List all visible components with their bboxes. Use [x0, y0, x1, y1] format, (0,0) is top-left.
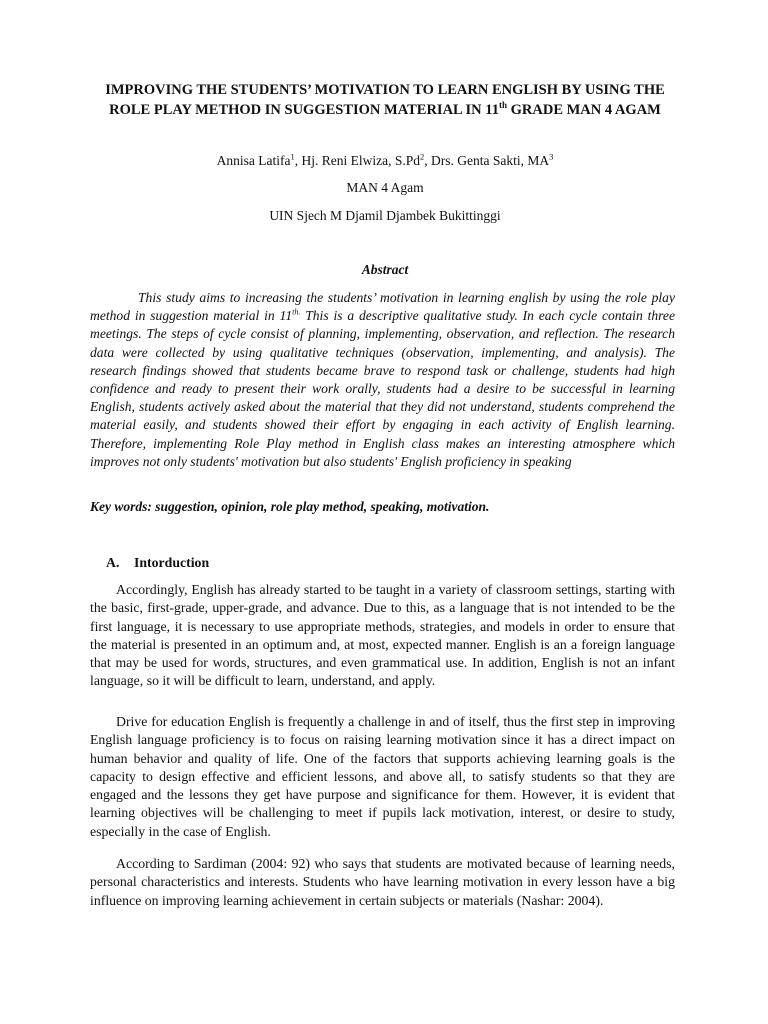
author-affiliation-mark: 3	[549, 151, 554, 162]
title-tail-text: GRADE MAN 4 AGAM	[507, 102, 661, 118]
author-separator: ,	[294, 153, 302, 168]
body-paragraph: Drive for education English is frequently a challenge in and of itself, thus the first step in improving English language proficiency is to focus on raising learning motivation since it has a direct impact on human behavior and quality of life. One of the factors that supports achieving learning goals is the capacity to design effective and efficient lessons, and above all, to satisfy students so that they are engaged and the lessons they get have purpose and significance for them. However, it is evident that learning objectives will be challenging to meet if pupils lack motivation, interest, or desire to study, especially in the case of English.	[90, 714, 675, 839]
title-superscript: th	[498, 100, 507, 111]
body-paragraph: Accordingly, English has already started to be taught in a variety of classroom settings, starting with the basic, first-grade, upper-grade, and advance. Due to this, as a language that is not intended to be the first language, it is necessary to use appropriate methods, strategies, and models in order to ensure that the material is presented in an optimum and, at most, expected manner. English is an a foreign language that may be used for words, structures, and even grammatical use. In addition, English is not an infant language, so it will be difficult to learn, understand, and apply.	[90, 582, 675, 689]
title-main-text: IMPROVING THE STUDENTS’ MOTIVATION TO LEARN ENGLISH BY USING THE ROLE PLAY METHOD IN SUGGESTION MATERIAL IN 11	[105, 82, 665, 118]
abstract-text: This study aims to increasing the students’ motivation in learning english by using the role play method in suggestion material in 11	[90, 290, 675, 324]
keywords-line: Key words: suggestion, opinion, role play method, speaking, motivation.	[90, 499, 490, 514]
abstract-text-continued: This is a descriptive qualitative study. In each cycle contain three meetings. The steps of cycle consist of planning, implementing, observation, and reflection. The research data were collected by using qualitative techniques (observation, implementing, and analysis). The research findings showed that students became brave to respond task or challenge, students had high confidence and ready to present their work orally, students had a desire to be successful in learning English, students actively asked about the material that they did not understand, students comprehend the material easily, and students showed their effort by engaging in each activity of English learning. Therefore, implementing Role Play method in English class makes an interesting atmosphere which improves not only students' motivation but also students' English proficiency in speaking	[90, 308, 675, 469]
body-paragraph: According to Sardiman (2004: 92) who says that students are motivated because of learning needs, personal characteristics and interests. Students who have learning motivation in every lesson have a big influence on improving learning achievement in certain subjects or materials (Nashar: 2004).	[90, 856, 675, 908]
abstract-superscript: th.	[292, 307, 301, 317]
author-affiliation-mark: 1	[290, 151, 295, 162]
affiliation-university: UIN Sjech M Djamil Djambek Bukittinggi	[269, 208, 501, 223]
author-separator: ,	[424, 153, 431, 168]
paper-title	[90, 80, 680, 120]
author-name: Annisa Latifa	[216, 153, 291, 168]
abstract-heading: Abstract	[361, 262, 409, 277]
author-name: Drs. Genta Sakti, MA	[430, 153, 550, 168]
abstract-body	[90, 289, 675, 471]
section-title: Intorduction	[134, 555, 210, 570]
author-name: Hj. Reni Elwiza, S.Pd	[301, 153, 420, 168]
affiliation-school: MAN 4 Agam	[346, 180, 424, 195]
section-heading	[106, 555, 209, 571]
author-line	[90, 153, 680, 169]
author-affiliation-mark: 2	[419, 151, 425, 162]
section-marker: A.	[106, 555, 120, 570]
